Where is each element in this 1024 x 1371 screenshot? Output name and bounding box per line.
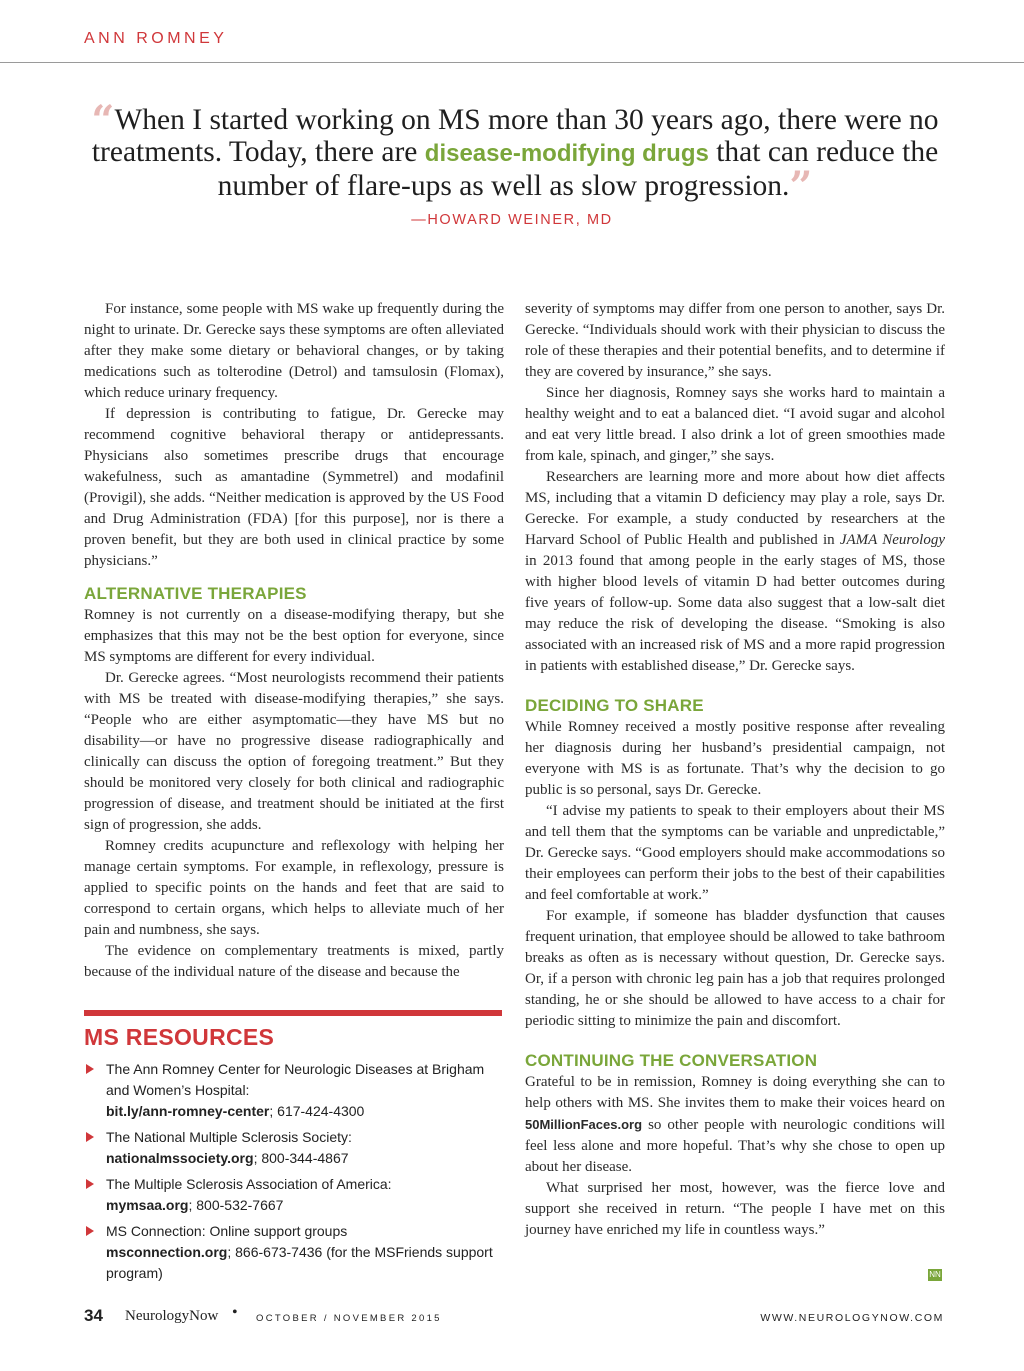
issue-date: OCTOBER / NOVEMBER 2015	[256, 1313, 442, 1324]
arrow-right-icon	[86, 1064, 94, 1074]
resource-link[interactable]: msconnection.org	[106, 1244, 228, 1260]
resource-details: ; 866-673-7436 (for the MSFriends support program)	[106, 1244, 493, 1281]
pull-quote	[60, 97, 970, 210]
paragraph: The evidence on complementary treatments is mixed, partly because of the individual nature of the disease and because the	[84, 943, 504, 980]
paragraph: Romney is not currently on a disease-modifying therapy, but she emphasizes that this may not be the best option for everyone, since MS symptoms are different for every individual.	[84, 607, 504, 665]
arrow-right-icon	[86, 1179, 94, 1189]
right-column	[525, 299, 945, 1241]
footer-website[interactable]: WWW.NEUROLOGYNOW.COM	[760, 1312, 944, 1324]
resource-item	[84, 1127, 504, 1169]
resources-divider-bar	[84, 1010, 502, 1016]
header-divider	[0, 62, 1024, 63]
section-heading-continuing-the-conversation: CONTINUING THE CONVERSATION	[525, 1051, 818, 1070]
pull-quote-text-before: When I started working on MS more than 30 years ago, there were no treatments. Today, there are	[91, 104, 939, 168]
paragraph: For instance, some people with MS wake up frequently during the night to urinate. Dr. Gerecke says these symptoms are often alleviated after they make some dietary or behavioral changes, or by taking medications such as tolterodine (Detrol) and tamsulosin (Flomax), which reduce urinary frequency.	[84, 301, 504, 401]
paragraph: What surprised her most, however, was the fierce love and support she received in return. “The people I have met on this journey have enriched my life in countless ways.”	[525, 1180, 945, 1238]
paragraph-text: so other people with neurologic conditions will feel less alone and more hopeful. That’s why she chose to open up about her disease.	[525, 1117, 945, 1175]
resource-name: The National Multiple Sclerosis Society:	[106, 1129, 352, 1145]
resource-details: ; 800-532-7667	[188, 1197, 284, 1213]
arrow-right-icon	[86, 1226, 94, 1236]
paragraph	[525, 467, 945, 677]
pull-quote-text-after: that can reduce the number of flare-ups as well as slow progression.	[217, 136, 939, 202]
footer-bullet: •	[232, 1304, 238, 1321]
open-quote-mark: “	[91, 97, 115, 144]
paragraph: severity of symptoms may differ from one person to another, says Dr. Gerecke. “Individuals should work with their physician to discuss the role of these therapies and their potential benefits, and to determine if they are covered by insurance,” she says.	[525, 301, 945, 380]
paragraph: “I advise my patients to speak to their employers about their MS and tell them that the symptoms can be variable and unpredictable,” Dr. Gerecke says. “Good employers should make accommodations so their employees can perform their jobs to the best of their capabilities and feel comfortable at work.”	[525, 803, 945, 903]
resource-item	[84, 1174, 504, 1216]
resource-item	[84, 1221, 504, 1284]
resource-link[interactable]: nationalmssociety.org	[106, 1150, 254, 1166]
end-of-article-badge: NN	[929, 1270, 941, 1279]
running-header-name: ANN ROMNEY	[84, 30, 228, 47]
resource-name: The Multiple Sclerosis Association of America:	[106, 1176, 392, 1192]
resources-title: MS RESOURCES	[84, 1024, 275, 1050]
resource-name: The Ann Romney Center for Neurologic Diseases at Brigham and Women’s Hospital:	[106, 1061, 485, 1098]
paragraph-text: Researchers are learning more and more about how diet affects MS, including that a vitamin D deficiency may play a role, says Dr. Gerecke. For example, a study conducted by researchers at the Harvard School of Public Health and published in	[525, 469, 945, 548]
paragraph-text: Grateful to be in remission, Romney is doing everything she can to help others with MS. She invites them to make their voices heard on	[525, 1074, 945, 1111]
arrow-right-icon	[86, 1132, 94, 1142]
paragraph: If depression is contributing to fatigue, Dr. Gerecke may recommend cognitive behavioral therapy or antidepressants. Physicians also sometimes prescribe drugs that encourage wakefulness, such as amantadine (Symmetrel) and modafinil (Provigil), she adds. “Neither medication is approved by the US Food and Drug Administration (FDA) [for this purpose], nor is there a proven benefit, but they are both used in clinical practice by some physicians.”	[84, 406, 504, 569]
paragraph	[525, 1072, 945, 1178]
magazine-name: NeurologyNow	[125, 1308, 219, 1324]
resource-details: ; 800-344-4867	[253, 1150, 349, 1166]
paragraph-text: in 2013 found that among people in the early stages of MS, those with higher blood levels of vitamin D had better outcomes during five years of follow-up. Some data also suggest that a low-salt diet may reduce the risk of developing the disease. “Smoking is also associated with an increased risk of MS and a more rapid progression in patients with established disease,” Dr. Gerecke says.	[525, 553, 945, 674]
paragraph: Dr. Gerecke agrees. “Most neurologists recommend their patients with MS be treated with disease-modifying therapies,” she says. “People who are either asymptomatic—they have MS but no disability—or have no progressive disease radiographically and clinically can discuss the option of foregoing treatment.” But they should be monitored very closely for both clinical and radiographic progression of disease, and treatment should be initiated at the first sign of progression, she adds.	[84, 670, 504, 833]
paragraph: While Romney received a mostly positive response after revealing her diagnosis during her husband’s presidential campaign, not everyone with MS is as fortunate. That’s why the decision to go public is so personal, says Dr. Gerecke.	[525, 719, 945, 798]
left-column	[84, 299, 504, 983]
resource-link[interactable]: bit.ly/ann-romney-center	[106, 1103, 270, 1119]
website-link[interactable]: 50MillionFaces.org	[525, 1117, 643, 1132]
paragraph: For example, if someone has bladder dysfunction that causes frequent urination, that employee should be allowed to take bathroom breaks as often as is necessary without question, Dr. Gerecke says. Or, if a person with chronic leg pain has a job that requires prolonged standing, he or she should be allowed to have access to a chair for periodic sitting to minimize the pain and discomfort.	[525, 908, 945, 1029]
section-heading-deciding-to-share: DECIDING TO SHARE	[525, 696, 704, 715]
paragraph: Romney credits acupuncture and reflexology with helping her manage certain symptoms. For example, in reflexology, pressure is applied to specific points on the hands and feet that are said to correspond to certain organs, which helps to alleviate much of her pain and numbness, she says.	[84, 838, 504, 938]
resource-details: ; 617-424-4300	[269, 1103, 365, 1119]
resource-item	[84, 1059, 504, 1122]
page-number: 34	[84, 1306, 103, 1325]
pull-quote-attribution: —HOWARD WEINER, MD	[411, 212, 613, 228]
paragraph: Since her diagnosis, Romney says she works hard to maintain a healthy weight and to eat a balanced diet. “I avoid sugar and alcohol and eat very little bread. I also drink a lot of green smoothies made from kale, spinach, and ginger,” she says.	[525, 385, 945, 464]
pull-quote-highlight: disease-modifying drugs	[424, 140, 709, 167]
close-quote-mark: ”	[789, 163, 813, 210]
section-heading-alternative-therapies: ALTERNATIVE THERAPIES	[84, 584, 307, 603]
resource-link[interactable]: mymsaa.org	[106, 1197, 189, 1213]
resources-list	[84, 1059, 504, 1289]
journal-name: JAMA Neurology	[839, 532, 945, 548]
resource-name: MS Connection: Online support groups	[106, 1223, 348, 1239]
